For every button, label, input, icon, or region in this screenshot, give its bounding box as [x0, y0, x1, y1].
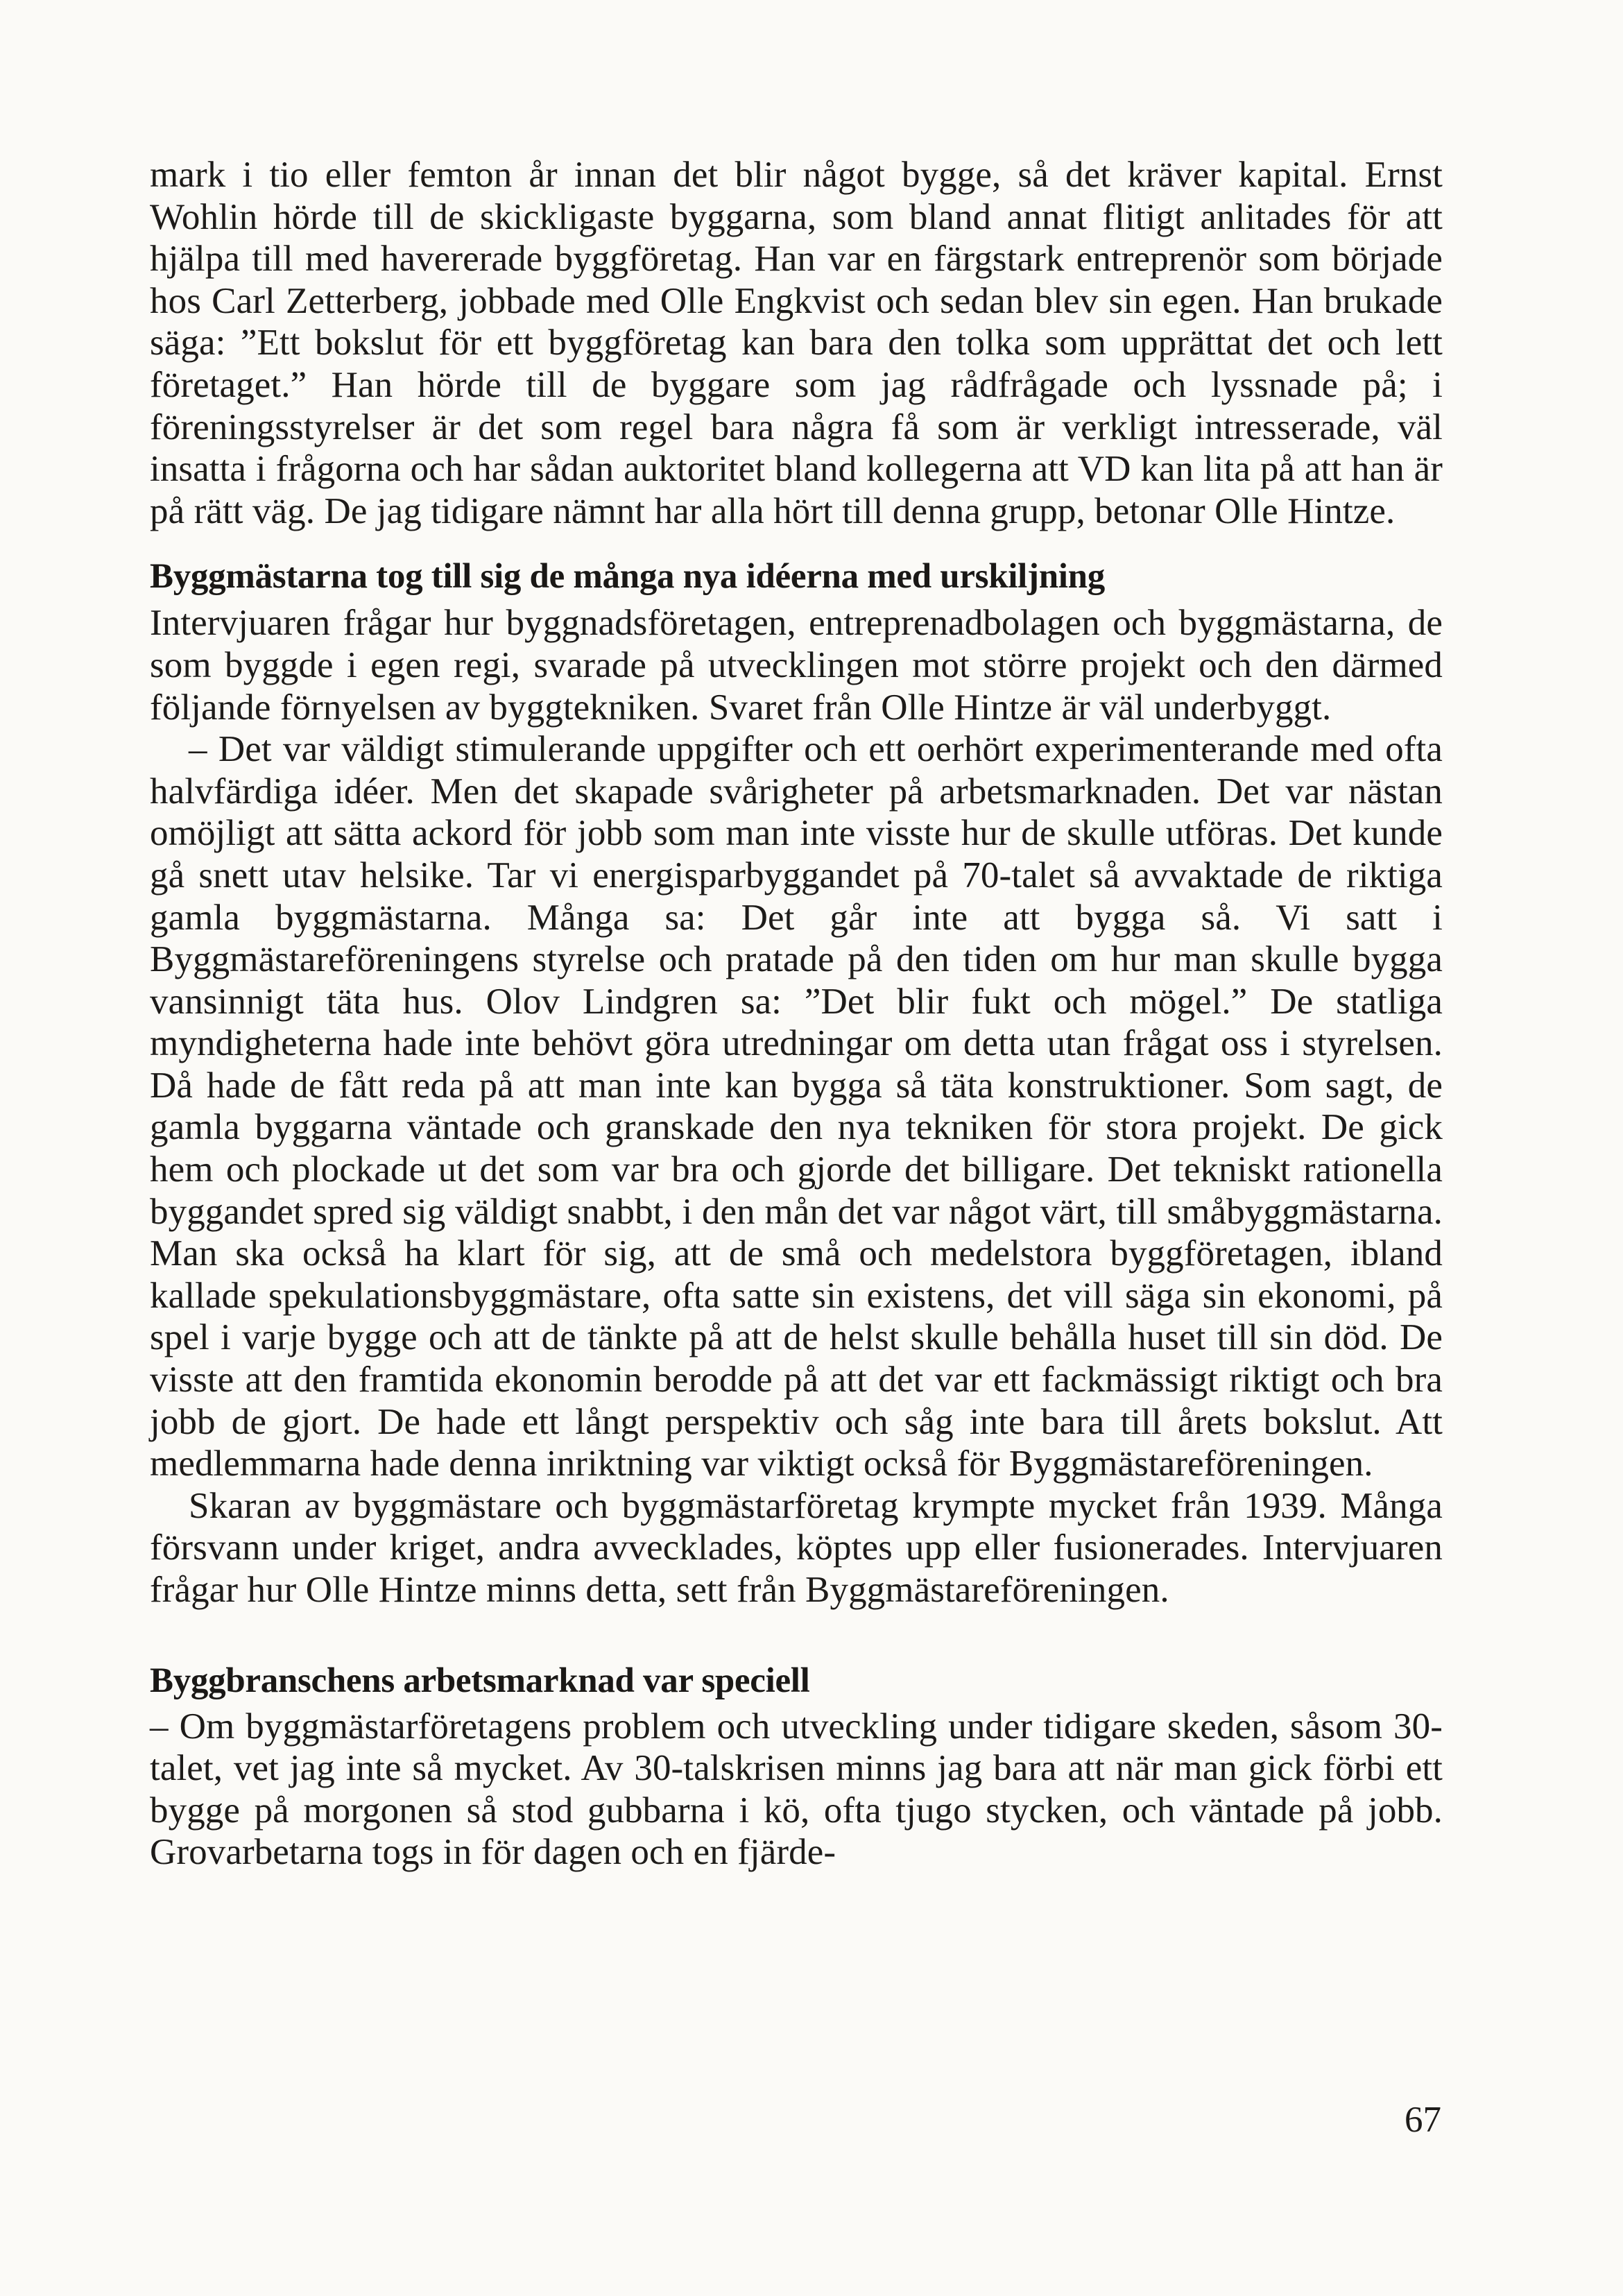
section-heading: Byggmästarna tog till sig de många nya idéerna med urskiljning [150, 557, 1105, 597]
body-paragraph: – Det var väldigt stimulerande uppgifter och ett oerhört experimenterande med ofta halvfärdiga idéer. Men det skapade svårigheter på arbetsmarknaden. Det var nästan omöjligt att sätta ackord för jobb som man inte visste hur de skulle utföras. Det kunde gå snett utav helsike. Tar vi energisparbyggandet på 70-talet så avvaktade de riktiga gamla byggmästarna. Många sa: Det går inte att bygga så. Vi satt i Byggmästareföreningens styrelse och pratade på den tiden om hur man skulle bygga vansinnigt täta hus. Olov Lindgren sa: ”Det blir fukt och mögel.” De statliga myndigheterna hade inte behövt göra utredningar om detta utan frågat oss i styrelsen. Då hade de fått reda på att man inte kan bygga så täta konstruktioner. Som sagt, de gamla byggarna väntade och granskade den nya tekniken för stora projekt. De gick hem och plockade ut det som var bra och gjorde det billigare. Det tekniskt rationella byggandet spred sig väldigt snabbt, i den mån det var något värt, till småbyggmästarna. Man ska också ha klart för sig, att de små och medelstora byggföretagen, ibland kallade spekulationsbyggmästare, ofta satte sin existens, det vill säga sin ekonomi, på spel i varje bygge och att de tänkte på att de helst skulle behålla huset till sin död. De visste att den framtida ekonomin berodde på att det var ett fackmässigt riktigt och bra jobb de gjort. De hade ett långt perspektiv och såg inte bara till årets bokslut. Att medlemmarna hade denna inriktning var viktigt också för Byggmästareföreningen. [150, 729, 1443, 1484]
page-number: 67 [1405, 2100, 1441, 2140]
body-paragraph: mark i tio eller femton år innan det blir något bygge, så det kräver kapital. Ernst Wohlin hörde till de skickligaste byggarna, som bland annat flitigt anlitades för att hjälpa till med havererade byggföretag. Han var en färgstark entreprenör som började hos Carl Zetterberg, jobbade med Olle Engkvist och sedan blev sin egen. Han brukade säga: ”Ett bokslut för ett byggföretag kan bara den tolka som upprättat det och lett företaget.” Han hörde till de byggare som jag rådfrågade och lyssnade på; i föreningsstyrelser är det som regel bara några få som är verkligt intresserade, väl insatta i frågorna och har sådan auktoritet bland kollegerna att VD kan lita på att han är på rätt väg. De jag tidigare nämnt har alla hört till denna grupp, betonar Olle Hintze. [150, 155, 1443, 531]
body-paragraph: Intervjuaren frågar hur byggnadsföretagen, entreprenadbolagen och byggmästarna, de som byggde i egen regi, svarade på utvecklingen mot större projekt och den därmed följande förnyelsen av byggtekniken. Svaret från Olle Hintze är väl underbyggt. [150, 603, 1443, 728]
body-paragraph: – Om byggmästarföretagens problem och utveckling under tidigare skeden, såsom 30-talet, vet jag inte så mycket. Av 30-talskrisen minns jag bara att när man gick förbi ett bygge på morgonen så stod gubbarna i kö, ofta tjugo stycken, och väntade på jobb. Grovarbetarna togs in för dagen och en fjärde- [150, 1706, 1443, 1873]
page-body [150, 154, 1443, 1874]
body-paragraph: Skaran av byggmästare och byggmästarföretag krympte mycket från 1939. Många försvann under kriget, andra avvecklades, köptes upp eller fusionerades. Intervjuaren frågar hur Olle Hintze minns detta, sett från Byggmästareföreningen. [150, 1485, 1443, 1610]
section-heading: Byggbranschens arbetsmarknad var speciell [150, 1661, 810, 1700]
